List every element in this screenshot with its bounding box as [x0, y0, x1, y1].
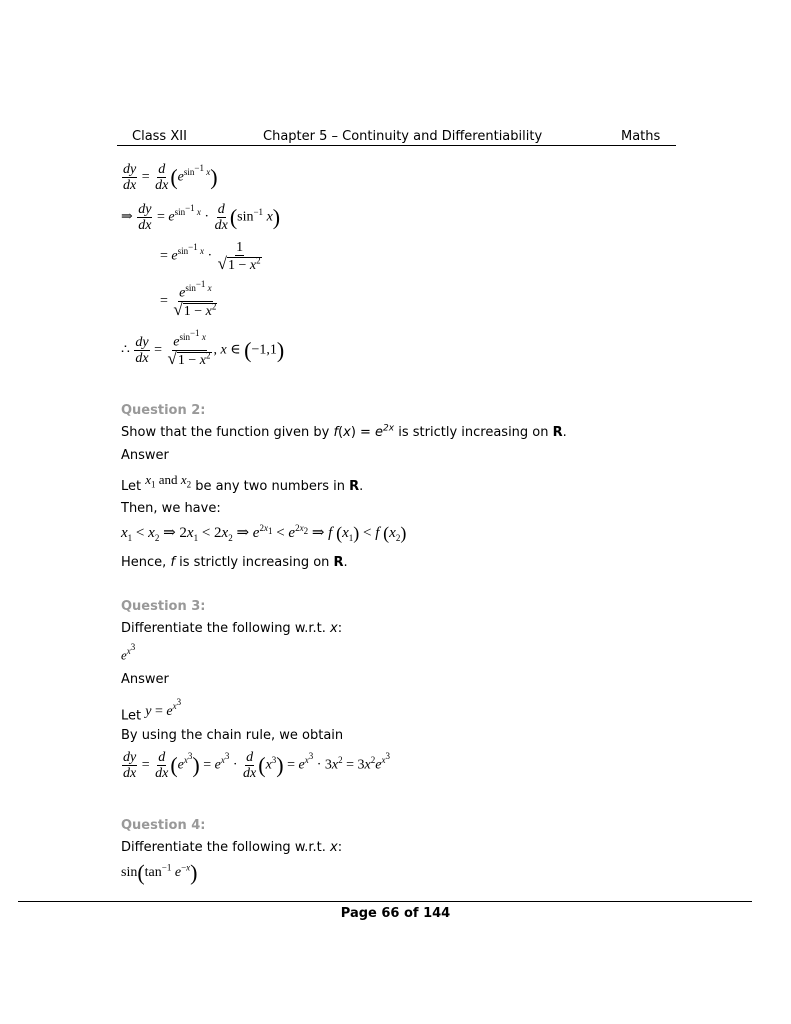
- q2-stmt-e: e: [375, 425, 384, 440]
- q2-stmt-R: R: [552, 425, 563, 440]
- q4-stmt-x: x: [330, 840, 338, 855]
- question-2-answer-label: Answer: [121, 448, 169, 463]
- footer-rule: [18, 901, 752, 902]
- q3-stmt-text: Differentiate the following w.r.t.: [121, 621, 331, 636]
- q2-hence-R: R: [333, 555, 344, 570]
- q2-stmt-eq: ) =: [350, 425, 376, 440]
- q2-hence-f: f: [170, 555, 176, 570]
- header-rule: [117, 145, 676, 146]
- q2-let-pre: Let: [121, 479, 146, 494]
- equation-step-4: = $\frac{e^{sin^{-1} x}}{√1 - x^2}$: [160, 279, 217, 319]
- question-4-title: Question 4:: [121, 818, 206, 833]
- question-4-statement: [121, 840, 342, 855]
- q2-let-R: R: [349, 479, 360, 494]
- equation-step-3: = $e^{sin^{-1} x}$ · $\frac{1}{√1 - x^2}$: [160, 240, 261, 273]
- q4-stmt-end: :: [337, 840, 343, 855]
- q3-let-text: Let: [121, 708, 146, 724]
- q2-stmt-post: is strictly increasing on: [394, 425, 553, 440]
- equation-dy-dx-1: $\frac{dy}{dx}$ = $\frac{d}{dx}$ $(e^{sin^{-1} x})$: [123, 162, 218, 193]
- q2-hence-end: .: [343, 555, 348, 570]
- equation-q4-expression: $\sin(\tan^{-1}$ $e^{-x}$): [121, 860, 198, 885]
- header-class: Class XII: [132, 129, 187, 144]
- q2-hence-pre: Hence,: [121, 555, 171, 570]
- question-3-title: Question 3:: [121, 599, 206, 614]
- equation-q2-inequality: $x_1 < x_2$ ⇒ $2x_1 < 2x_2$ ⇒ $e^{2x_1} < e^{2x_2}$ ⇒ f $(x_1) < f$ $(x_2)$: [121, 523, 407, 544]
- page-number: Page 66 of 144: [340, 906, 451, 921]
- equation-dy-dx-2: ⇒ $\frac{dy}{dx}$ = $e^{sin^{-1} x}$ · $\frac{d}{dx}$ ($\sin^{-1}$ x): [121, 202, 281, 233]
- header-chapter: Chapter 5 – Continuity and Differentiability: [263, 129, 543, 144]
- q2-hence-mid: is strictly increasing on: [175, 555, 334, 570]
- question-3-let-line: Let $y = e^{x^3}$: [121, 697, 182, 724]
- question-3-answer-label: Answer: [121, 672, 169, 687]
- question-2-then: Then, we have:: [121, 501, 221, 516]
- equation-q3-expression: $e^{x^3}$: [121, 642, 136, 663]
- q2-let-post: be any two numbers in: [191, 479, 350, 494]
- q3-stmt-x: x: [330, 621, 338, 636]
- question-2-statement: Show that the function given by $f(x) = e^{2x}$ is strictly increasing on R.: [121, 423, 567, 440]
- q3-stmt-end: :: [337, 621, 343, 636]
- equation-q3-derivative: $\frac{dy}{dx}$ = $\frac{d}{dx}$ $(e^{x^3}) = e^{x^3}$ · $\frac{d}{dx}$ $(x^3) = e^{x^3} \cdot 3x^2 = 3x^2e^{x^3}$: [123, 750, 390, 781]
- q2-stmt-exp: 2x: [383, 423, 395, 434]
- q2-stmt-x: x: [343, 425, 351, 440]
- equation-result: ∴ $\frac{dy}{dx}$ = $\frac{e^{sin^{-1} x}}{√1 - x^2}$ , x ∈ (−1,1): [121, 328, 285, 368]
- q2-stmt-end: .: [562, 425, 567, 440]
- question-3-chain-rule: By using the chain rule, we obtain: [121, 728, 344, 743]
- question-2-let-line: Let $x_1$ and $x_2$ be any two numbers in R.: [121, 472, 364, 494]
- question-2-title: Question 2:: [121, 403, 206, 418]
- q4-stmt-text: Differentiate the following w.r.t.: [121, 840, 331, 855]
- question-2-conclusion: [121, 555, 348, 570]
- question-3-statement: [121, 621, 342, 636]
- q2-stmt-f: f: [333, 425, 339, 440]
- q2-let-end: .: [359, 479, 364, 494]
- q2-stmt-text: Show that the function given by: [121, 425, 334, 440]
- header-subject: Maths: [621, 129, 661, 144]
